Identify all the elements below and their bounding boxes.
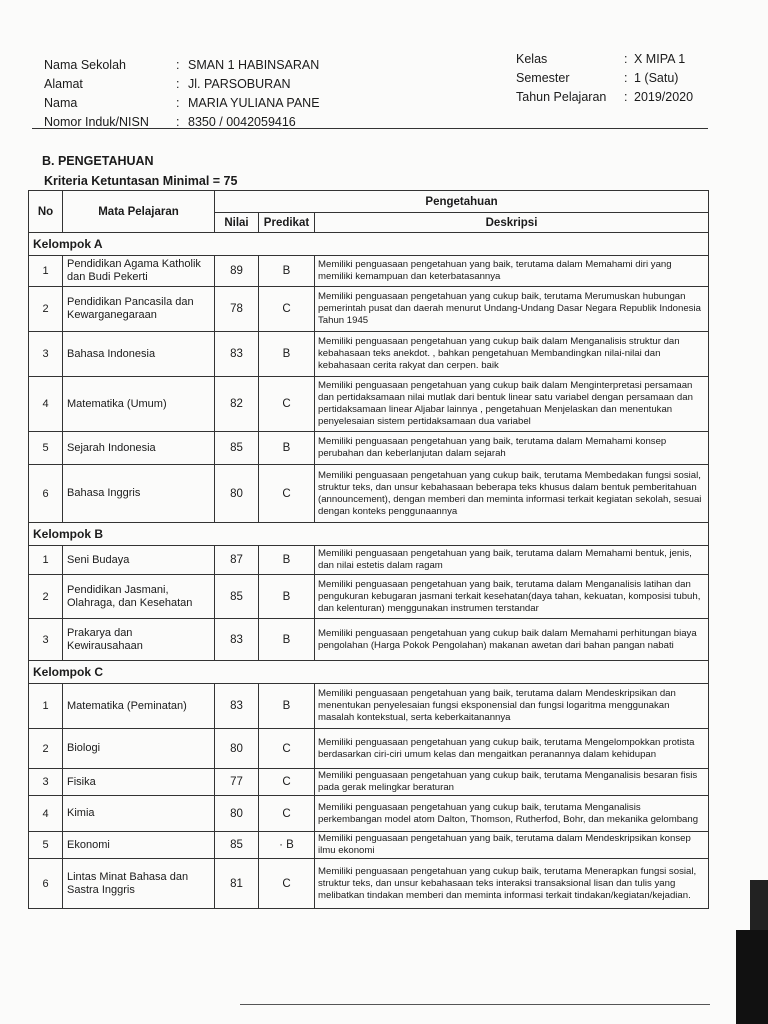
student-name: MARIA YULIANA PANE — [188, 96, 320, 110]
section-title: B. PENGETAHUAN — [42, 154, 154, 168]
row-number: 1 — [29, 684, 63, 729]
subject-name: Bahasa Inggris — [63, 465, 215, 523]
table-row — [29, 465, 709, 523]
score-value: 87 — [215, 546, 259, 575]
predicate-value: C — [259, 465, 315, 523]
group-name: Kelompok C — [29, 661, 709, 684]
predicate-value: C — [259, 859, 315, 909]
group-row — [29, 661, 709, 684]
predicate-value: B — [259, 432, 315, 465]
table-row — [29, 796, 709, 832]
table-row — [29, 729, 709, 769]
table-row — [29, 684, 709, 729]
score-value: 80 — [215, 465, 259, 523]
year-row: Tahun Pelajaran : 2019/2020 — [516, 90, 694, 104]
student-info — [44, 56, 320, 132]
row-number: 2 — [29, 287, 63, 332]
table-row — [29, 377, 709, 432]
description-text: Memiliki penguasaan pengetahuan yang cukup baik, terutama Membedakan fungsi sosial, struktur teks, dan unsur kebahasaan beberapa teks khusus dalam bentuk pemberitahuan (announcement), dengan memberi dan meminta informasi terkait kegiatan sekolah, sesuai dengan konteks penggunaannya — [315, 465, 709, 523]
row-number: 6 — [29, 859, 63, 909]
school-name-row: Nama Sekolah : SMAN 1 HABINSARAN — [44, 58, 320, 72]
table-row — [29, 575, 709, 619]
kkm-label: Kriteria Ketuntasan Minimal = 75 — [44, 174, 238, 188]
row-number: 5 — [29, 432, 63, 465]
row-number: 3 — [29, 769, 63, 796]
score-value: 80 — [215, 796, 259, 832]
description-text: Memiliki penguasaan pengetahuan yang cukup baik dalam Memahami perhitungan biaya pengolahan (Harga Pokok Pengolahan) makanan awetan dari bahan pangan nabati — [315, 619, 709, 661]
score-value: 83 — [215, 684, 259, 729]
col-subject: Mata Pelajaran — [63, 191, 215, 233]
student-id-row: Nomor Induk/NISN : 8350 / 0042059416 — [44, 115, 296, 129]
score-value: 77 — [215, 769, 259, 796]
description-text: Memiliki penguasaan pengetahuan yang cukup baik, terutama Mengelompokkan protista berdasarkan ciri-ciri umum kelas dan mengaitkan peranannya dalam kehidupan — [315, 729, 709, 769]
description-text: Memiliki penguasaan pengetahuan yang baik, terutama dalam Memahami diri yang memiliki kemampuan dan keterbatasannya — [315, 256, 709, 287]
score-value: 82 — [215, 377, 259, 432]
subject-name: Sejarah Indonesia — [63, 432, 215, 465]
subject-name: Prakarya dan Kewirausahaan — [63, 619, 215, 661]
table-row — [29, 619, 709, 661]
subject-name: Kimia — [63, 796, 215, 832]
subject-name: Ekonomi — [63, 832, 215, 859]
score-value: 85 — [215, 432, 259, 465]
class-value: X MIPA 1 — [634, 52, 686, 66]
group-name: Kelompok B — [29, 523, 709, 546]
class-row: Kelas : X MIPA 1 — [516, 52, 686, 66]
score-value: 80 — [215, 729, 259, 769]
row-number: 4 — [29, 796, 63, 832]
subject-name: Seni Budaya — [63, 546, 215, 575]
subject-name: Fisika — [63, 769, 215, 796]
row-number: 5 — [29, 832, 63, 859]
table-row — [29, 287, 709, 332]
student-name-row: Nama : MARIA YULIANA PANE — [44, 96, 320, 110]
score-value: 85 — [215, 575, 259, 619]
grades-table — [28, 190, 709, 909]
description-text: Memiliki penguasaan pengetahuan yang baik, terutama dalam Mendeskripsikan dan menentukan penyelesaian fungsi eksponensial dan fungsi logaritma menggunakan masalah kontekstual, serta keberkaitanannya — [315, 684, 709, 729]
predicate-value: C — [259, 769, 315, 796]
predicate-value: B — [259, 619, 315, 661]
scan-shadow — [736, 930, 768, 1024]
predicate-value: B — [259, 546, 315, 575]
description-text: Memiliki penguasaan pengetahuan yang cukup baik, terutama Menganalisis perkembangan model atom Dalton, Thomson, Rutherfod, Bohr, dan mekanika gelombang — [315, 796, 709, 832]
col-score: Nilai — [215, 213, 259, 233]
predicate-value: · B — [259, 832, 315, 859]
score-value: 83 — [215, 332, 259, 377]
score-value: 81 — [215, 859, 259, 909]
address-row: Alamat : Jl. PARSOBURAN — [44, 77, 291, 91]
predicate-value: B — [259, 684, 315, 729]
row-number: 2 — [29, 729, 63, 769]
row-number: 1 — [29, 256, 63, 287]
table-row — [29, 832, 709, 859]
class-info — [516, 50, 693, 107]
student-id: 8350 / 0042059416 — [188, 115, 296, 129]
score-value: 83 — [215, 619, 259, 661]
row-number: 3 — [29, 619, 63, 661]
header-divider — [32, 128, 708, 129]
group-row — [29, 523, 709, 546]
subject-name: Matematika (Peminatan) — [63, 684, 215, 729]
subject-name: Lintas Minat Bahasa dan Sastra Inggris — [63, 859, 215, 909]
footer-divider — [240, 1004, 710, 1005]
group-name: Kelompok A — [29, 233, 709, 256]
table-body — [29, 233, 709, 909]
description-text: Memiliki penguasaan pengetahuan yang cukup baik dalam Menganalisis struktur dan kebahasaan teks anekdot. , bahkan pengetahuan Membandingkan nilai-nilai dan kebahasaan cerita rakyat dan cerpen. baik — [315, 332, 709, 377]
year-value: 2019/2020 — [634, 90, 694, 104]
col-group-pengetahuan: Pengetahuan — [215, 191, 709, 213]
predicate-value: B — [259, 575, 315, 619]
subject-name: Pendidikan Jasmani, Olahraga, dan Kesehatan — [63, 575, 215, 619]
score-value: 85 — [215, 832, 259, 859]
description-text: Memiliki penguasaan pengetahuan yang cukup baik, terutama Merumuskan hubungan pemerintah pusat dan daerah menurut Undang-Undang Dasar Negara Republik Indonesia Tahun 1945 — [315, 287, 709, 332]
predicate-value: C — [259, 796, 315, 832]
description-text: Memiliki penguasaan pengetahuan yang baik, terutama dalam Memahami bentuk, jenis, dan nilai estetis dalam ragam — [315, 546, 709, 575]
subject-name: Bahasa Indonesia — [63, 332, 215, 377]
score-value: 78 — [215, 287, 259, 332]
table-header-row — [29, 191, 709, 213]
school-name: SMAN 1 HABINSARAN — [188, 58, 320, 72]
group-row — [29, 233, 709, 256]
row-number: 4 — [29, 377, 63, 432]
row-number: 2 — [29, 575, 63, 619]
row-number: 3 — [29, 332, 63, 377]
col-predicate: Predikat — [259, 213, 315, 233]
description-text: Memiliki penguasaan pengetahuan yang cukup baik dalam Menginterpretasi persamaan dan pertidaksamaan nilai mutlak dari bentuk linear satu variabel dengan persamaan dan pertidaksamaan linear Aljabar lainnya , pengetahuan Menjelaskan dan menentukan penyelesaian sistem pertidaksamaan dua variabel — [315, 377, 709, 432]
address: Jl. PARSOBURAN — [188, 77, 291, 91]
subject-name: Matematika (Umum) — [63, 377, 215, 432]
description-text: Memiliki penguasaan pengetahuan yang cukup baik, terutama Menganalisis besaran fisis pada gerak melingkar beraturan — [315, 769, 709, 796]
subject-name: Pendidikan Agama Katholik dan Budi Pekerti — [63, 256, 215, 287]
row-number: 1 — [29, 546, 63, 575]
table-row — [29, 769, 709, 796]
col-no: No — [29, 191, 63, 233]
subject-name: Biologi — [63, 729, 215, 769]
row-number: 6 — [29, 465, 63, 523]
score-value: 89 — [215, 256, 259, 287]
subject-name: Pendidikan Pancasila dan Kewarganegaraan — [63, 287, 215, 332]
description-text: Memiliki penguasaan pengetahuan yang baik, terutama dalam Mendeskripsikan konsep ilmu ekonomi — [315, 832, 709, 859]
predicate-value: C — [259, 729, 315, 769]
table-row — [29, 546, 709, 575]
table-row — [29, 432, 709, 465]
table-row — [29, 256, 709, 287]
col-description: Deskripsi — [315, 213, 709, 233]
semester-value: 1 (Satu) — [634, 71, 679, 85]
predicate-value: B — [259, 256, 315, 287]
table-row — [29, 859, 709, 909]
predicate-value: C — [259, 377, 315, 432]
description-text: Memiliki penguasaan pengetahuan yang baik, terutama dalam Menganalisis latihan dan pengukuran kebugaran jasmani terkait kesehatan(daya tahan, kekuatan, komposisi tubuh, dan kelenturan) menggunakan instrumen terstandar — [315, 575, 709, 619]
predicate-value: C — [259, 287, 315, 332]
predicate-value: B — [259, 332, 315, 377]
description-text: Memiliki penguasaan pengetahuan yang baik, terutama dalam Memahami konsep perubahan dan keberlanjutan dalam sejarah — [315, 432, 709, 465]
table-row — [29, 332, 709, 377]
description-text: Memiliki penguasaan pengetahuan yang cukup baik, terutama Menerapkan fungsi sosial, struktur teks, dan unsur kebahasaan teks interaksi transaksional lisan dan tulis yang melibatkan tindakan memberi dan meminta informasi terkait tindakan/kegiatan/kejadian. — [315, 859, 709, 909]
semester-row: Semester : 1 (Satu) — [516, 71, 679, 85]
